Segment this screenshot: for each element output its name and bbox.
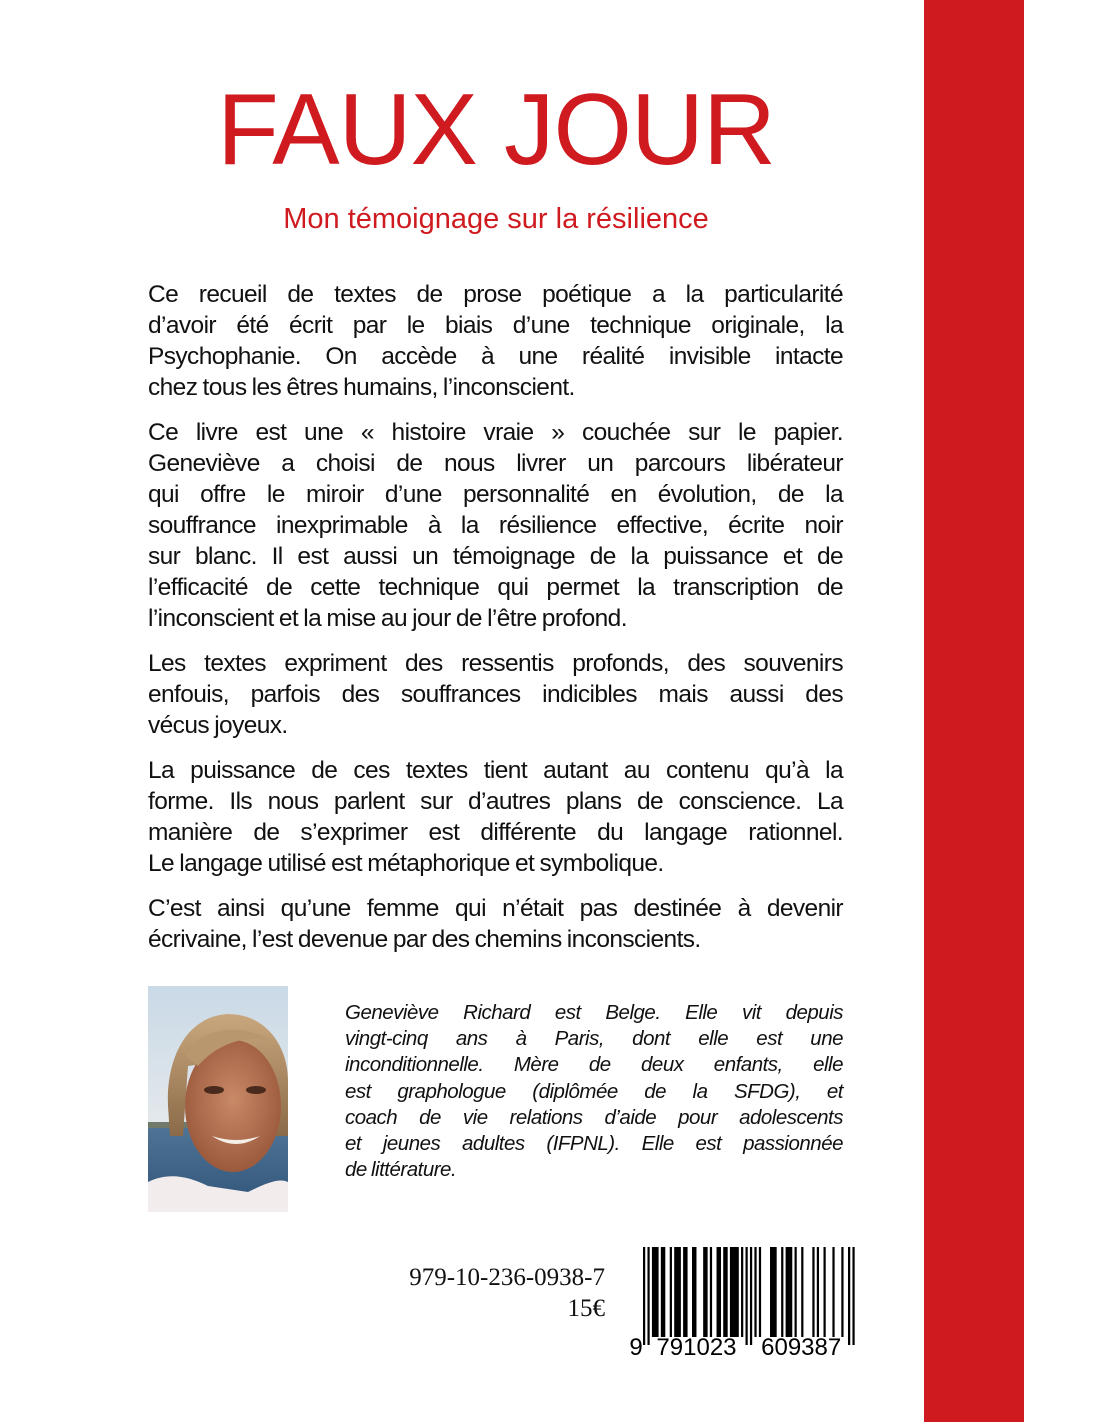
summary-paragraph [148,417,843,634]
bio-line: Geneviève Richard est Belge. Elle vit depuis [345,1001,843,1024]
barcode-bar [692,1247,696,1337]
author-photo [148,986,288,1212]
summary-line: Le langage utilisé est métaphorique et symbolique. [148,850,664,877]
barcode-bar [647,1247,649,1345]
barcode-bar [723,1247,727,1337]
barcode-bar [812,1247,814,1337]
barcode-digits: 609387 [761,1334,842,1357]
bio-line: est graphologue (diplômée de la SFDG), et [345,1079,843,1103]
summary-paragraph [148,279,843,403]
barcode-bar [832,1247,834,1337]
bio-line: inconditionnelle. Mère de deux enfants, elle [345,1053,843,1077]
barcode-bar [730,1247,739,1337]
summary-line: Les textes expriment des ressentis profonds, des souvenirs [148,650,843,677]
barcode-bar [795,1247,797,1337]
author-bio [345,1000,843,1183]
barcode-bar [750,1247,752,1345]
summary-line: forme. Ils nous parlent sur d’autres plans de conscience. La [148,788,843,815]
summary-paragraph [148,755,843,879]
barcode-bar [786,1247,793,1337]
barcode-bar [683,1247,687,1337]
barcode-bar [746,1247,748,1345]
summary-line: l’efficacité de cette technique qui permet la transcription de [148,574,843,601]
barcode-bar [652,1247,659,1337]
barcode-bar [670,1247,672,1337]
summary-line: l’inconscient et la mise au jour de l’être profond. [148,605,627,632]
summary-line: Psychophanie. On accède à une réalité invisible intacte [148,343,843,370]
summary-line: Geneviève a choisi de nous livrer un parcours libérateur [148,450,843,477]
summary-line: qui offre le miroir d’une personnalité en évolution, de la [148,481,843,508]
summary-line: C’est ainsi qu’une femme qui n’était pas destinée à devenir [148,895,843,922]
summary-line: sur blanc. Il est aussi un témoignage de la puissance et de [148,543,843,570]
barcode-bar [643,1247,645,1345]
barcode-bar [770,1247,777,1337]
summary-line: d’avoir été écrit par le biais d’une technique originale, la [148,312,843,339]
summary-paragraph [148,893,843,955]
summary-line: manière de s’exprimer est différente du langage rationnel. [148,819,843,846]
bio-line: de littérature. [345,1158,457,1182]
summary-line: Ce livre est une « histoire vraie » couchée sur le papier. [148,419,843,446]
red-spine-band [924,0,1024,1422]
barcode-bar [759,1247,761,1337]
summary-line: souffrance inexprimable à la résilience effective, écrite noir [148,512,843,539]
barcode-bar [710,1247,712,1337]
barcode-bar [661,1247,665,1337]
barcode-bar [848,1247,850,1345]
isbn-number: 979-10-236-0938-7 [409,1264,605,1291]
bio-line: et jeunes adultes (IFPNL). Elle est passionnée [345,1131,843,1155]
barcode-bar [717,1247,721,1337]
bio-line: coach de vie relations d’aide pour adolescents [345,1105,843,1129]
summary-line: écrivaine, l’est devenue par des chemins inconscients. [148,926,701,953]
barcode-bar [841,1247,843,1337]
summary-line: vécus joyeux. [148,712,288,739]
isbn-block [300,1262,605,1324]
ean13-barcode [628,1245,858,1357]
summary-line: enfouis, parfois des souffrances indicibles mais aussi des [148,681,843,708]
summary-paragraph [148,648,843,741]
book-subtitle: Mon témoignage sur la résilience [283,203,709,235]
author-portrait-image [148,986,288,1212]
book-title: FAUX JOUR [217,74,775,186]
barcode-bar [781,1247,783,1337]
summary-line: Ce recueil de textes de prose poétique a la particularité [148,281,843,308]
barcode-bar [852,1247,854,1345]
barcode-bar [754,1247,756,1337]
price: 15€ [567,1295,605,1322]
summary-line: La puissance de ces textes tient autant au contenu qu’à la [148,757,843,784]
barcode-bar [817,1247,819,1337]
barcode-bar [741,1247,743,1337]
barcode-bar [674,1247,681,1337]
barcode-bar [703,1247,707,1337]
barcode-digits: 791023 [656,1334,737,1357]
bio-line: vingt-cinq ans à Paris, dont elle est une [345,1027,843,1051]
barcode-bar [823,1247,825,1337]
barcode-digits: 9 [629,1334,643,1357]
summary-line: chez tous les êtres humains, l’inconscient. [148,374,575,401]
summary-text [148,279,843,969]
barcode-bar [801,1247,803,1337]
